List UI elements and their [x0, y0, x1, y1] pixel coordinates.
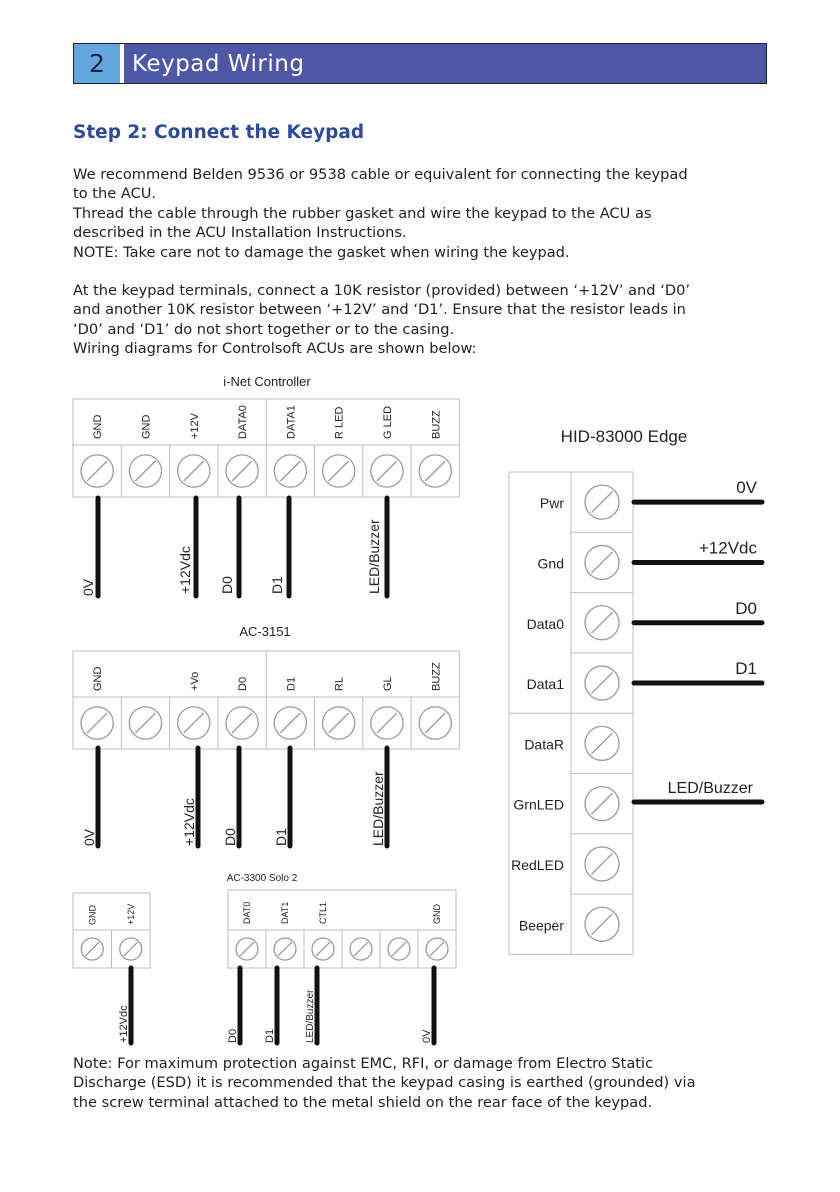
terminal-label: GND — [140, 414, 153, 439]
intro-line: NOTE: Take care not to damage the gasket when wiring the keypad. — [73, 243, 570, 261]
terminal-label: DAT1 — [280, 901, 290, 924]
intro-line: to the ACU. — [73, 185, 157, 203]
step-heading: Step 2: Connect the Keypad — [73, 122, 365, 143]
terminal-label: G LED — [381, 405, 394, 439]
wire-label: D1 — [273, 828, 289, 846]
terminal-label: BUZZ — [430, 410, 443, 439]
terminal-label: Pwr — [539, 495, 564, 512]
wire-label: D0 — [222, 828, 238, 846]
terminal-label: DataR — [524, 736, 564, 753]
wire-label: LED/Buzzer — [305, 989, 316, 1043]
wire-label: 0V — [80, 578, 96, 596]
wire-label: 0V — [736, 478, 757, 498]
terminal-label: GND — [92, 666, 105, 691]
wire-label: D1 — [264, 1028, 276, 1043]
wire-label: +12Vdc — [118, 1005, 130, 1043]
terminal-label: Data0 — [526, 615, 564, 632]
wire-label: D0 — [227, 1028, 239, 1043]
terminal-label: Data1 — [526, 676, 564, 693]
note-line: the screw terminal attached to the metal shield on the rear face of the keypad. — [73, 1093, 653, 1111]
wire-label: D0 — [735, 598, 757, 618]
intro-line: described in the ACU Installation Instructions. — [73, 224, 407, 242]
section-number: 2 — [74, 44, 124, 83]
wire-label: D1 — [735, 659, 757, 679]
resistor-line: Wiring diagrams for Controlsoft ACUs are shown below: — [73, 340, 477, 358]
terminal-label: +12V — [125, 903, 136, 925]
section-title: Keypad Wiring — [132, 51, 305, 77]
wire-label: D0 — [219, 576, 235, 594]
intro-line: Thread the cable through the rubber gasket and wire the keypad to the ACU as — [73, 204, 652, 222]
wire-label: +12Vdc — [177, 546, 193, 594]
wire-label: 0V — [81, 828, 97, 846]
resistor-line: ‘D0’ and ‘D1’ do not short together or to the casing. — [73, 320, 455, 338]
wire-label: LED/Buzzer — [667, 780, 753, 797]
terminal-label: GND — [432, 904, 442, 924]
hid-title: HID-83000 Edge — [560, 427, 688, 446]
terminal-label: GND — [87, 905, 98, 925]
resistor-line: At the keypad terminals, connect a 10K resistor (provided) between ‘+12V’ and ‘D0’ — [73, 282, 690, 299]
terminal-label: CTL1 — [318, 901, 328, 924]
wire-label: D1 — [269, 576, 285, 594]
terminal-label: Gnd — [537, 555, 564, 572]
note-line: Discharge (ESD) it is recommended that the keypad casing is earthed (grounded) via — [73, 1074, 696, 1092]
terminal-label: R LED — [333, 406, 346, 439]
terminal-label: DATA0 — [237, 405, 250, 439]
inet-title: i-Net Controller — [223, 374, 311, 389]
terminal-label: D1 — [285, 676, 298, 691]
terminal-label: RL — [333, 676, 346, 691]
resistor-line: and another 10K resistor between ‘+12V’ and ‘D1’. Ensure that the resistor leads in — [73, 301, 686, 319]
terminal-label: GND — [92, 414, 105, 439]
wire-label: LED/Buzzer — [366, 519, 382, 594]
terminal-label: RedLED — [511, 856, 564, 873]
note-paragraph — [73, 1054, 696, 1112]
ac3300-title: AC-3300 Solo 2 — [226, 873, 298, 884]
terminal-label: GL — [381, 676, 394, 691]
terminal-label: DATA1 — [285, 405, 298, 439]
note-line: Note: For maximum protection against EMC, RFI, or damage from Electro Static — [73, 1055, 654, 1072]
intro-line: We recommend Belden 9536 or 9538 cable or equivalent for connecting the keypad — [73, 166, 688, 183]
terminal-label: +12V — [188, 413, 201, 439]
wire-label: 0V — [421, 1029, 433, 1043]
wire-label: LED/Buzzer — [370, 771, 386, 846]
terminal-label: +Vo — [188, 671, 201, 691]
terminal-label: BUZZ — [430, 662, 443, 691]
wire-label: +12Vdc — [181, 798, 197, 846]
wire-label: +12Vdc — [698, 538, 757, 558]
terminal-label: DAT0 — [242, 901, 252, 924]
terminal-label: GrnLED — [513, 796, 564, 813]
terminal-label: Beeper — [518, 917, 564, 934]
ac3151-title: AC-3151 — [239, 624, 291, 639]
terminal-label: D0 — [237, 676, 250, 691]
